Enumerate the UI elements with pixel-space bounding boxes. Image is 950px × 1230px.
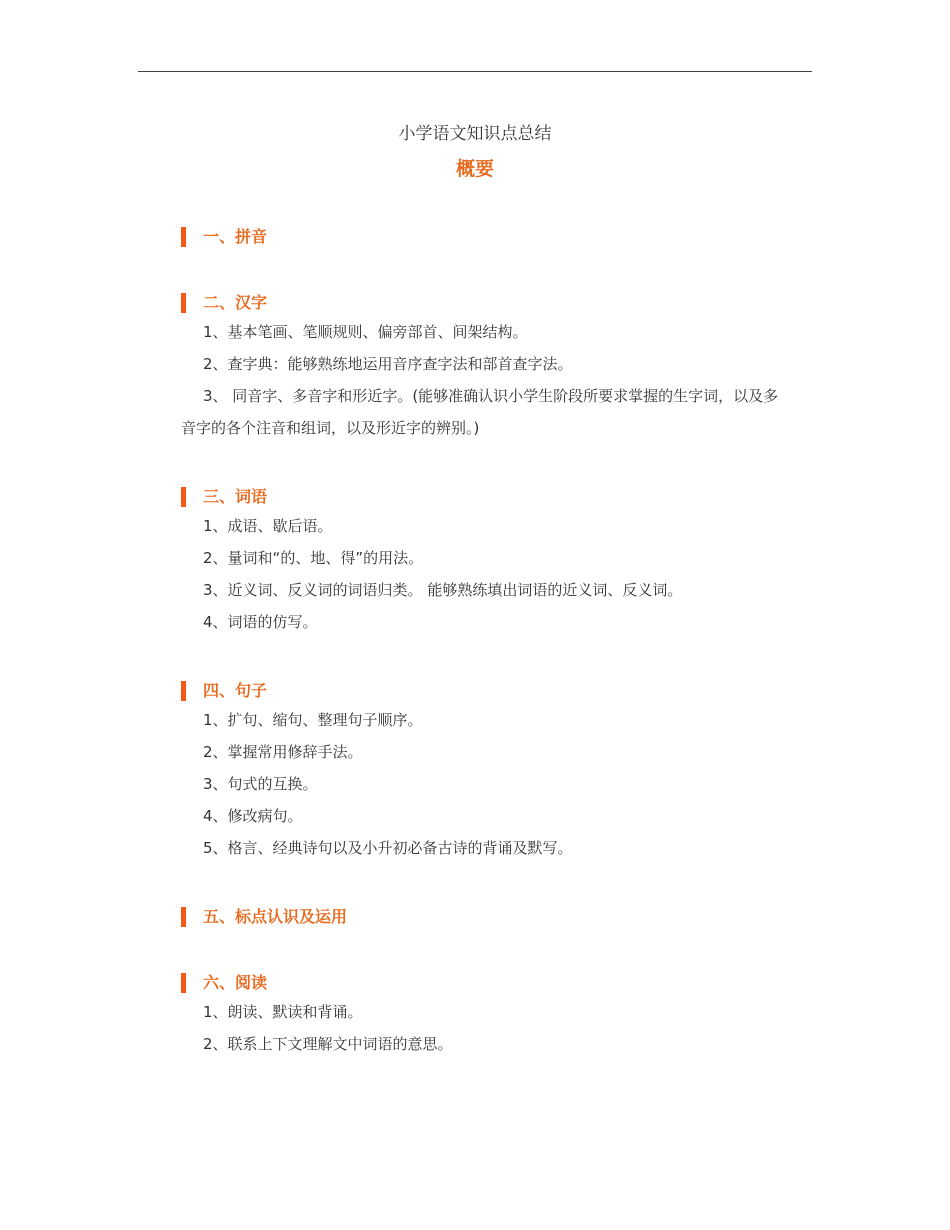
list-item: 2、联系上下文理解文中词语的意思。 [203,1035,453,1053]
section-heading [181,224,781,250]
section-juzi [181,678,781,904]
section-yuedu [181,970,781,1060]
header-rule [138,71,812,72]
section-biaodian [181,904,781,970]
list-item: 1、基本笔画、笔顺规则、偏旁部首、间架结构。 [203,323,528,341]
section-heading [181,970,781,996]
section-marker-bar [181,907,186,927]
document-title: 小学语文知识点总结 [398,124,552,144]
list-item: 4、词语的仿写。 [203,613,318,631]
section-marker-bar [181,973,186,993]
section-heading [181,678,781,704]
section-marker-bar [181,487,186,507]
section-heading-text: 四、句子 [203,681,268,700]
list-item: 2、查字典：能够熟练地运用音序查字法和部首查字法。 [203,355,573,373]
section-marker-bar [181,681,186,701]
section-heading-text: 五、标点认识及运用 [203,907,348,926]
section-heading-text: 一、拼音 [203,227,268,246]
section-heading [181,904,781,930]
document-subtitle: 概要 [455,158,494,180]
list-item: 2、掌握常用修辞手法。 [203,743,363,761]
list-item: 1、朗读、默读和背诵。 [203,1003,363,1021]
section-heading-text: 三、词语 [203,487,268,506]
section-item-list [181,704,781,864]
section-heading [181,290,781,316]
list-item: 3、近义词、反义词的词语归类。 能够熟练填出词语的近义词、反义词。 [203,581,683,599]
section-item-list [181,316,781,444]
section-marker-bar [181,293,186,313]
document-body [181,224,781,1060]
list-item: 3、句式的互换。 [203,775,318,793]
section-item-list [181,996,781,1060]
list-item: 4、修改病句。 [203,807,303,825]
section-heading [181,484,781,510]
section-heading-text: 六、阅读 [203,973,268,992]
section-marker-bar [181,227,186,247]
list-item: 1、扩句、缩句、整理句子顺序。 [203,711,423,729]
section-item-list [181,510,781,638]
section-pinyin [181,224,781,290]
section-hanzi [181,290,781,484]
list-item: 2、量词和“的、地、得”的用法。 [203,549,424,567]
list-item: 5、格言、经典诗句以及小升初必备古诗的背诵及默写。 [203,839,573,857]
section-ciyu [181,484,781,678]
list-item: 3、 同音字、多音字和形近字。(能够准确认识小学生阶段所要求掌握的生字词，以及多音字的各个注音和组词，以及形近字的辨别。) [181,387,779,437]
section-heading-text: 二、汉字 [203,293,268,312]
list-item: 1、成语、歇后语。 [203,517,333,535]
